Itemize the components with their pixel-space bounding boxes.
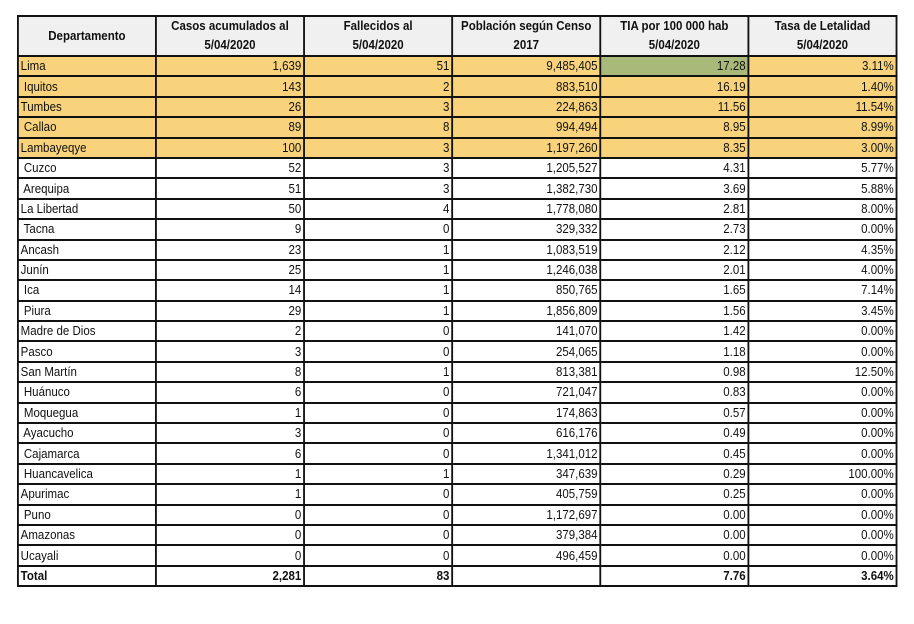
cell-fallecidos: 0	[304, 423, 452, 443]
cell-casos: 23	[156, 240, 304, 260]
table-row	[18, 178, 897, 198]
cell-fallecidos: 1	[304, 260, 452, 280]
cell-casos: 0	[156, 545, 304, 565]
cell-poblacion: 174,863	[452, 403, 600, 423]
cell-casos: 9	[156, 219, 304, 239]
cell-casos: 3	[156, 341, 304, 361]
cell-fallecidos: 0	[304, 219, 452, 239]
cell-tia: 1.18	[600, 341, 748, 361]
cell-poblacion: 379,384	[452, 525, 600, 545]
cell-letalidad: 4.00%	[748, 260, 896, 280]
cell-name: Iquitos	[18, 76, 156, 96]
cell-poblacion: 1,341,012	[452, 443, 600, 463]
header-line-1: Fallecidos al	[343, 19, 413, 33]
cell-letalidad: 8.99%	[748, 117, 896, 137]
cell-name: Cuzco	[18, 158, 156, 178]
cell-poblacion: 224,863	[452, 97, 600, 117]
cell-casos: 52	[156, 158, 304, 178]
table-row	[18, 382, 897, 402]
cell-name: Lima	[18, 56, 156, 76]
header-line-1: Población según Censo	[461, 19, 592, 33]
table-row	[18, 545, 897, 565]
table-row	[18, 321, 897, 341]
cell-fallecidos: 3	[304, 138, 452, 158]
header-line-2: 5/04/2020	[204, 38, 256, 52]
cell-casos: 6	[156, 382, 304, 402]
cell-letalidad: 4.35%	[748, 240, 896, 260]
cell-fallecidos: 2	[304, 76, 452, 96]
cell-tia: 0.83	[600, 382, 748, 402]
cell-fallecidos: 3	[304, 178, 452, 198]
cell-tia: 2.12	[600, 240, 748, 260]
cell-letalidad: 1.40%	[748, 76, 896, 96]
cell-letalidad: 0.00%	[748, 403, 896, 423]
cell-letalidad: 0.00%	[748, 443, 896, 463]
cell-poblacion: 850,765	[452, 280, 600, 300]
cell-tia: 2.81	[600, 199, 748, 219]
cell-tia: 4.31	[600, 158, 748, 178]
cell-fallecidos: 3	[304, 158, 452, 178]
cell-poblacion: 1,197,260	[452, 138, 600, 158]
cell-name: Puno	[18, 505, 156, 525]
cell-casos: 26	[156, 97, 304, 117]
table-row	[18, 525, 897, 545]
cell-letalidad: 0.00%	[748, 484, 896, 504]
cell-letalidad: 11.54%	[748, 97, 896, 117]
cell-name: Amazonas	[18, 525, 156, 545]
cell-letalidad: 0.00%	[748, 545, 896, 565]
cell-letalidad: 0.00%	[748, 382, 896, 402]
cell-tia: 0.57	[600, 403, 748, 423]
table-row	[18, 280, 897, 300]
header-line-2: 5/04/2020	[648, 38, 700, 52]
cell-fallecidos: 0	[304, 443, 452, 463]
cell-name: Total	[18, 566, 156, 586]
cell-tia: 3.69	[600, 178, 748, 198]
cell-poblacion: 1,172,697	[452, 505, 600, 525]
cell-letalidad: 0.00%	[748, 525, 896, 545]
cell-tia: 2.01	[600, 260, 748, 280]
cell-poblacion: 1,083,519	[452, 240, 600, 260]
cell-name: Tumbes	[18, 97, 156, 117]
cell-fallecidos: 0	[304, 382, 452, 402]
cell-casos: 1	[156, 464, 304, 484]
table-row	[18, 138, 897, 158]
cell-fallecidos: 0	[304, 341, 452, 361]
column-header-tia	[600, 16, 748, 56]
cell-name: San Martín	[18, 362, 156, 382]
cell-tia: 0.45	[600, 443, 748, 463]
cell-letalidad: 3.45%	[748, 301, 896, 321]
header-row	[18, 16, 897, 56]
cell-fallecidos: 1	[304, 301, 452, 321]
header-line-1: Departamento	[48, 28, 126, 43]
cell-name: Apurimac	[18, 484, 156, 504]
cell-tia: 1.42	[600, 321, 748, 341]
cell-letalidad: 0.00%	[748, 321, 896, 341]
cell-poblacion: 254,065	[452, 341, 600, 361]
header-line-2: 2017	[513, 38, 540, 52]
cell-casos: 89	[156, 117, 304, 137]
table-row	[18, 341, 897, 361]
table-row	[18, 362, 897, 382]
cell-name: Arequipa	[18, 178, 156, 198]
cell-poblacion: 994,494	[452, 117, 600, 137]
cell-name: Moquegua	[18, 403, 156, 423]
table-row	[18, 97, 897, 117]
cell-poblacion: 721,047	[452, 382, 600, 402]
cell-casos: 25	[156, 260, 304, 280]
header-line-1: Casos acumulados al	[171, 19, 289, 33]
cell-poblacion: 1,778,080	[452, 199, 600, 219]
cell-poblacion: 616,176	[452, 423, 600, 443]
cell-tia: 7.76	[600, 566, 748, 586]
cell-poblacion: 1,382,730	[452, 178, 600, 198]
cell-tia: 11.56	[600, 97, 748, 117]
cell-tia: 0.98	[600, 362, 748, 382]
header-line-1: Tasa de Letalidad	[774, 19, 871, 33]
cell-casos: 6	[156, 443, 304, 463]
table-row	[18, 199, 897, 219]
cell-name: Piura	[18, 301, 156, 321]
cell-letalidad: 12.50%	[748, 362, 896, 382]
cell-casos: 8	[156, 362, 304, 382]
cell-poblacion: 347,639	[452, 464, 600, 484]
cell-casos: 2	[156, 321, 304, 341]
table-row	[18, 505, 897, 525]
cell-poblacion: 813,381	[452, 362, 600, 382]
cell-letalidad: 5.88%	[748, 178, 896, 198]
table-row	[18, 76, 897, 96]
cell-poblacion: 1,246,038	[452, 260, 600, 280]
table-row	[18, 484, 897, 504]
cell-fallecidos: 1	[304, 240, 452, 260]
cell-poblacion: 1,205,527	[452, 158, 600, 178]
cell-letalidad: 0.00%	[748, 423, 896, 443]
cell-letalidad: 100.00%	[748, 464, 896, 484]
cell-casos: 50	[156, 199, 304, 219]
table-body	[18, 56, 897, 586]
cell-name: Ancash	[18, 240, 156, 260]
cell-fallecidos: 51	[304, 56, 452, 76]
cell-fallecidos: 0	[304, 505, 452, 525]
table-row	[18, 117, 897, 137]
table-row	[18, 403, 897, 423]
cell-name: Madre de Dios	[18, 321, 156, 341]
cell-casos: 1	[156, 403, 304, 423]
cell-casos: 0	[156, 505, 304, 525]
cell-name: Ica	[18, 280, 156, 300]
cell-poblacion: 883,510	[452, 76, 600, 96]
column-header-fallecidos	[304, 16, 452, 56]
cell-name: Ucayali	[18, 545, 156, 565]
cell-name: La Libertad	[18, 199, 156, 219]
cell-casos: 3	[156, 423, 304, 443]
cell-name: Huancavelica	[18, 464, 156, 484]
cell-casos: 1	[156, 484, 304, 504]
total-row	[18, 566, 897, 586]
cell-fallecidos: 1	[304, 280, 452, 300]
column-header-letalidad	[748, 16, 896, 56]
cell-name: Junín	[18, 260, 156, 280]
cell-fallecidos: 1	[304, 362, 452, 382]
cell-fallecidos: 0	[304, 525, 452, 545]
cell-poblacion: 1,856,809	[452, 301, 600, 321]
cell-fallecidos: 3	[304, 97, 452, 117]
cell-poblacion: 496,459	[452, 545, 600, 565]
cell-poblacion: 9,485,405	[452, 56, 600, 76]
column-header-departamento	[18, 16, 156, 56]
table-row	[18, 443, 897, 463]
header-line-2: 5/04/2020	[352, 38, 404, 52]
cell-letalidad: 3.11%	[748, 56, 896, 76]
cell-casos: 51	[156, 178, 304, 198]
covid-department-table-wrapper	[17, 15, 914, 587]
cell-name: Ayacucho	[18, 423, 156, 443]
cell-casos: 0	[156, 525, 304, 545]
cell-casos: 100	[156, 138, 304, 158]
cell-casos: 14	[156, 280, 304, 300]
table-row	[18, 260, 897, 280]
cell-letalidad: 3.64%	[748, 566, 896, 586]
cell-casos: 2,281	[156, 566, 304, 586]
covid-department-table	[17, 15, 897, 587]
cell-tia: 0.25	[600, 484, 748, 504]
cell-tia: 0.00	[600, 525, 748, 545]
table-row	[18, 423, 897, 443]
cell-tia: 1.65	[600, 280, 748, 300]
cell-name: Pasco	[18, 341, 156, 361]
cell-fallecidos: 8	[304, 117, 452, 137]
cell-tia: 8.35	[600, 138, 748, 158]
cell-letalidad: 3.00%	[748, 138, 896, 158]
cell-fallecidos: 0	[304, 321, 452, 341]
cell-casos: 29	[156, 301, 304, 321]
cell-tia: 17.28	[600, 56, 748, 76]
table-row	[18, 301, 897, 321]
cell-name: Callao	[18, 117, 156, 137]
cell-fallecidos: 0	[304, 403, 452, 423]
header-line-1: TIA por 100 000 hab	[620, 19, 729, 33]
cell-fallecidos: 0	[304, 545, 452, 565]
cell-name: Huánuco	[18, 382, 156, 402]
cell-poblacion: 329,332	[452, 219, 600, 239]
cell-letalidad: 0.00%	[748, 505, 896, 525]
table-row	[18, 158, 897, 178]
table-row	[18, 464, 897, 484]
cell-poblacion	[452, 566, 600, 586]
table-row	[18, 56, 897, 76]
cell-tia: 1.56	[600, 301, 748, 321]
cell-casos: 143	[156, 76, 304, 96]
header-line-2: 5/04/2020	[796, 38, 849, 52]
cell-tia: 2.73	[600, 219, 748, 239]
cell-poblacion: 141,070	[452, 321, 600, 341]
cell-letalidad: 5.77%	[748, 158, 896, 178]
cell-tia: 0.00	[600, 505, 748, 525]
cell-letalidad: 7.14%	[748, 280, 896, 300]
cell-fallecidos: 1	[304, 464, 452, 484]
cell-fallecidos: 0	[304, 484, 452, 504]
cell-tia: 16.19	[600, 76, 748, 96]
cell-name: Lambayeqye	[18, 138, 156, 158]
cell-letalidad: 0.00%	[748, 219, 896, 239]
table-row	[18, 240, 897, 260]
cell-tia: 0.29	[600, 464, 748, 484]
column-header-poblacion	[452, 16, 600, 56]
cell-tia: 0.49	[600, 423, 748, 443]
cell-poblacion: 405,759	[452, 484, 600, 504]
cell-name: Tacna	[18, 219, 156, 239]
cell-letalidad: 0.00%	[748, 341, 896, 361]
cell-name: Cajamarca	[18, 443, 156, 463]
cell-tia: 0.00	[600, 545, 748, 565]
cell-letalidad: 8.00%	[748, 199, 896, 219]
table-row	[18, 219, 897, 239]
cell-tia: 8.95	[600, 117, 748, 137]
column-header-casos	[156, 16, 304, 56]
cell-fallecidos: 4	[304, 199, 452, 219]
cell-fallecidos: 83	[304, 566, 452, 586]
cell-casos: 1,639	[156, 56, 304, 76]
